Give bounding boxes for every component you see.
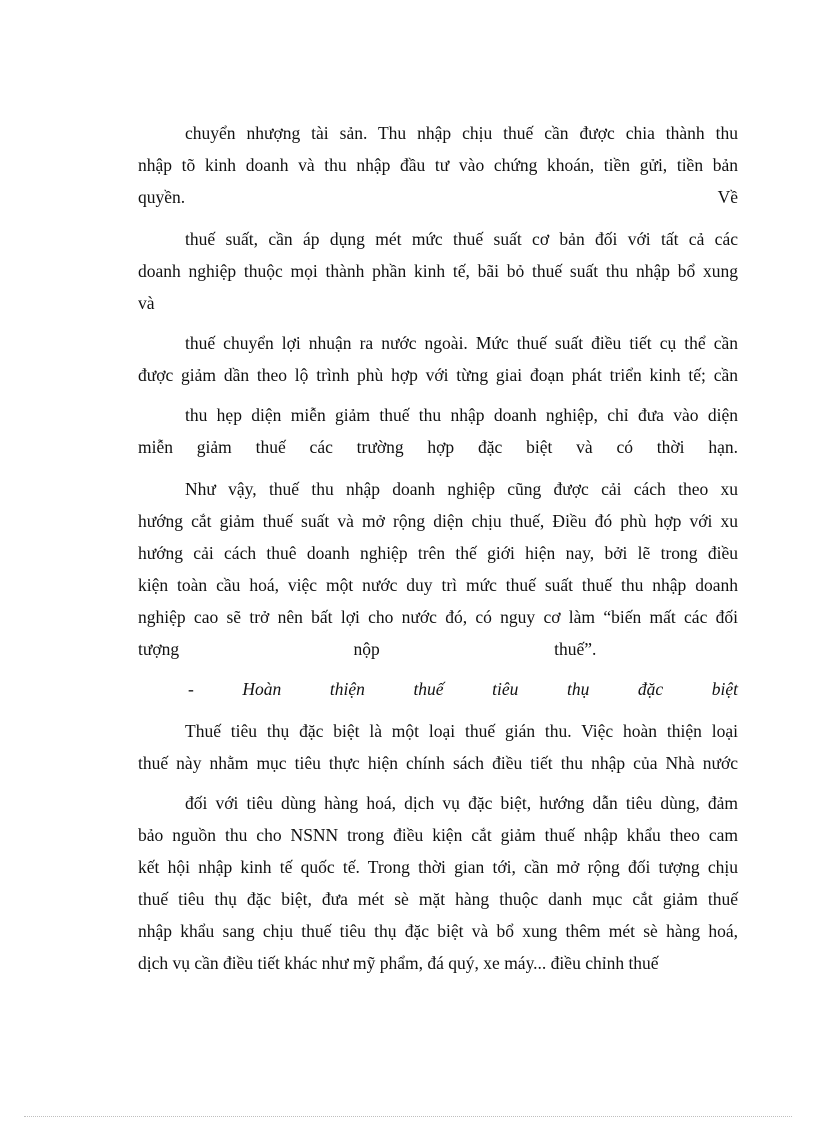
text-line: chuyển nhượng tài sản. Thu nhập chịu thuế cần được chia thành thu — [185, 123, 738, 143]
text-line: hướng cải cách thuê doanh nghiệp trên thế giới hiện nay, bởi lẽ trong điều — [138, 543, 738, 563]
text-line: thuế này nhằm mục tiêu thực hiện chính sách điều tiết thu nhập của Nhà nước — [138, 753, 738, 773]
text-line: thuế suất, cần áp dụng mét mức thuế suất cơ bản đối với tất cả các — [185, 229, 738, 249]
text-line: miễn giảm thuế các trường hợp đặc biệt và có thời hạn. — [138, 437, 738, 457]
text-line: nghiệp cao sẽ trở nên bất lợi cho nước đó, có nguy cơ làm “biến mất các đối — [138, 607, 738, 627]
text-line: kiện toàn cầu hoá, việc một nước duy trì mức thuế suất thuế thu nhập doanh — [138, 575, 738, 595]
text-line: và — [138, 293, 155, 313]
text-line: Như vậy, thuế thu nhập doanh nghiệp cũng được cải cách theo xu — [185, 479, 738, 499]
text-line: hướng cắt giảm thuế suất và mở rộng diện chịu thuế, Điều đó phù hợp với xu — [138, 511, 738, 531]
text-line: được giảm dần theo lộ trình phù hợp với từng giai đoạn phát triển kinh tế; cần — [138, 365, 738, 385]
text-line: thuế tiêu thụ đặc biệt, đưa mét sè mặt hàng thuộc danh mục cắt giảm thuế — [138, 889, 738, 909]
text-line: tượng nộp thuế”. — [138, 639, 597, 659]
text-line: thu hẹp diện miễn giảm thuế thu nhập doanh nghiệp, chỉ đưa vào diện — [185, 405, 738, 425]
text-line: thuế chuyển lợi nhuận ra nước ngoài. Mức thuế suất điều tiết cụ thể cần — [185, 333, 738, 353]
text-line: kết hội nhập kinh tế quốc tế. Trong thời gian tới, cần mở rộng đối tượng chịu — [138, 857, 738, 877]
text-line: bảo nguồn thu cho NSNN trong điều kiện cắt giảm thuế nhập khẩu theo cam — [138, 825, 738, 845]
text-line: doanh nghiệp thuộc mọi thành phần kinh tế, bãi bỏ thuế suất thu nhập bổ xung — [138, 261, 738, 281]
text-line: dịch vụ cần điều tiết khác như mỹ phẩm, đá quý, xe máy... điều chỉnh thuế — [138, 953, 659, 973]
text-line: đối với tiêu dùng hàng hoá, dịch vụ đặc biệt, hướng dẫn tiêu dùng, đảm — [185, 793, 738, 813]
page-separator — [24, 1116, 792, 1117]
section-heading: - Hoàn thiện thuế tiêu thụ đặc biệt — [188, 679, 738, 699]
text-line: quyền. Về — [138, 187, 738, 207]
text-line: nhập khẩu sang chịu thuế tiêu thụ đặc biệt và bổ xung thêm mét sè hàng hoá, — [138, 921, 738, 941]
text-line: Thuế tiêu thụ đặc biệt là một loại thuế gián thu. Việc hoàn thiện loại — [185, 721, 738, 741]
text-line: nhập tõ kinh doanh và thu nhập đầu tư vào chứng khoán, tiền gửi, tiền bản — [138, 155, 738, 175]
